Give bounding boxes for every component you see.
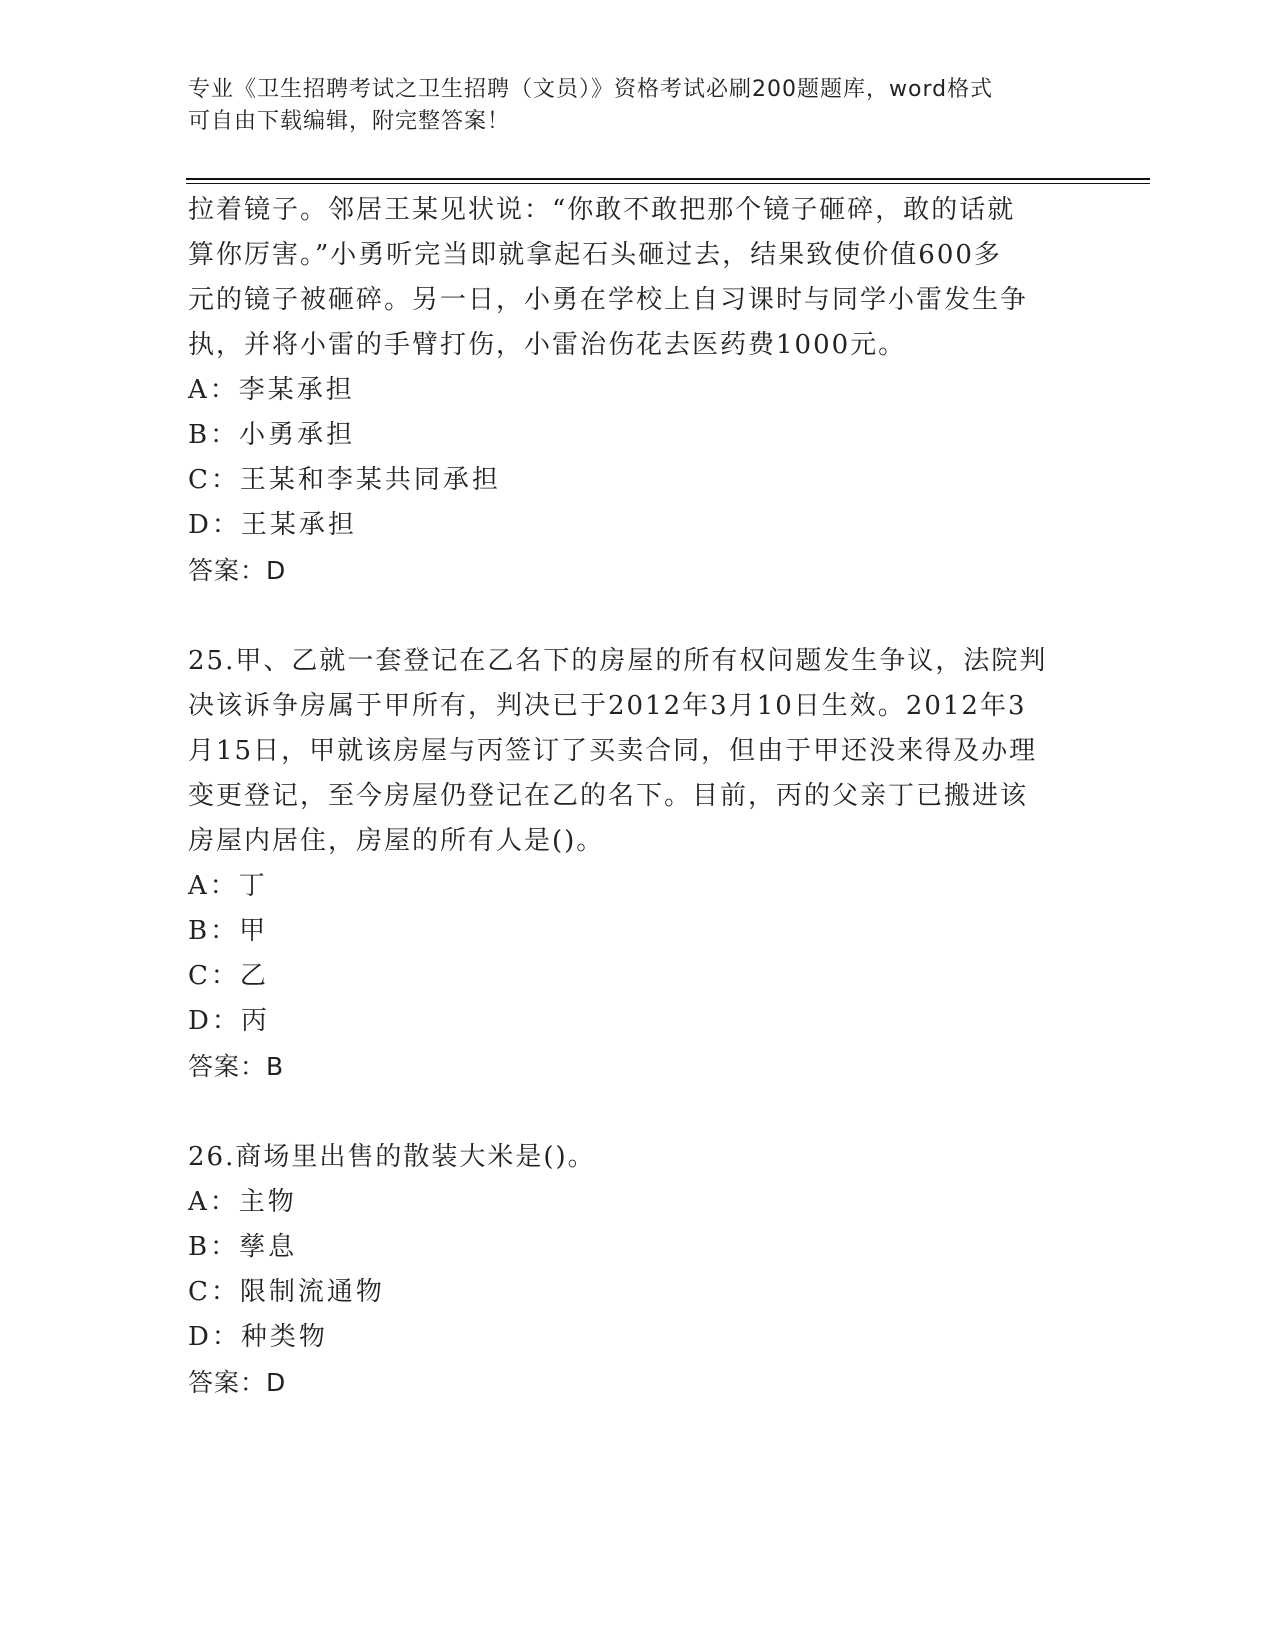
question-text-line: 26.商场里出售的散装大米是()。: [188, 1142, 596, 1172]
option-c: C：限制流通物: [188, 1277, 385, 1307]
option-d: D：王某承担: [188, 510, 357, 540]
option-b: B：甲: [188, 916, 269, 946]
answer-line: 答案：D: [188, 1368, 287, 1397]
option-c: C：乙: [188, 961, 269, 991]
option-b: B：小勇承担: [188, 420, 356, 450]
option-a: A：丁: [188, 871, 268, 901]
document-body: [188, 188, 1088, 1406]
option-a: A：主物: [188, 1187, 297, 1217]
question-24: [188, 188, 1088, 594]
question-text-line: 25.甲、乙就一套登记在乙名下的房屋的所有权问题发生争议，法院判: [188, 646, 1048, 676]
answer-line: 答案：D: [188, 556, 287, 585]
header-line-2: 可自由下载编辑，附完整答案！: [188, 109, 511, 134]
header-line-1: 专业《卫生招聘考试之卫生招聘（文员）》资格考试必刷200题题库，word格式: [188, 77, 994, 102]
question-text-line: 决该诉争房属于甲所有，判决已于2012年3月10日生效。2012年3: [188, 691, 1027, 721]
page-header: [188, 74, 1068, 138]
question-text-line: 房屋内居住，房屋的所有人是()。: [188, 826, 605, 856]
option-a: A：李某承担: [188, 375, 355, 405]
spacer: [188, 594, 1088, 639]
spacer: [188, 1090, 1088, 1135]
question-text-line: 执，并将小雷的手臂打伤，小雷治伤花去医药费1000元。: [188, 330, 907, 360]
header-rule-thick: [186, 178, 1150, 180]
question-text-line: 变更登记，至今房屋仍登记在乙的名下。目前，丙的父亲丁已搬进该: [188, 781, 1029, 811]
option-b: B：孳息: [188, 1232, 298, 1262]
question-text-line: 月15日，甲就该房屋与丙签订了买卖合同，但由于甲还没来得及办理: [188, 736, 1038, 766]
answer-line: 答案：B: [188, 1052, 285, 1081]
option-c: C：王某和李某共同承担: [188, 465, 501, 495]
question-26: [188, 1135, 1088, 1406]
question-text-line: 元的镜子被砸碎。另一日，小勇在学校上自习课时与同学小雷发生争: [188, 285, 1029, 315]
option-d: D：丙: [188, 1006, 270, 1036]
question-25: [188, 639, 1088, 1090]
option-d: D：种类物: [188, 1322, 328, 1352]
question-text-line: 算你厉害。”小勇听完当即就拿起石头砸过去，结果致使价值600多: [188, 240, 1002, 270]
question-text-line: 拉着镜子。邻居王某见状说：“你敢不敢把那个镜子砸碎，敢的话就: [188, 195, 1016, 225]
header-rule-thin: [186, 183, 1150, 184]
